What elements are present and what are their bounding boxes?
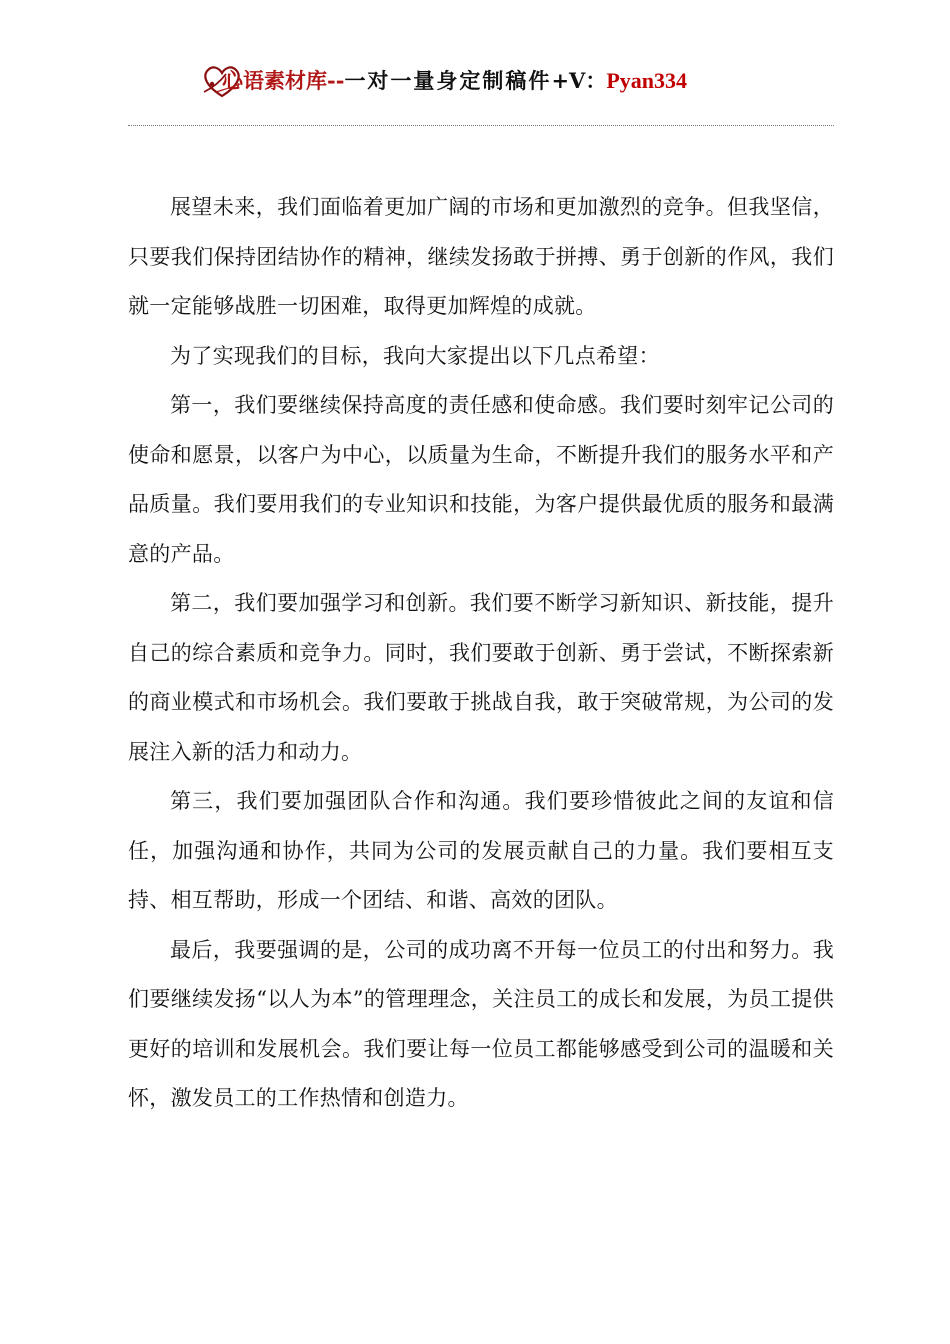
paragraph-third: 第三，我们要加强团队合作和沟通。我们要珍惜彼此之间的友谊和信任，加强沟通和协作，共同为公司的发展贡献自己的力量。我们要相互支持、相互帮助，形成一个团结、和谐、高效的团队。 xyxy=(128,789,834,912)
contact-handle: Pyan334 xyxy=(606,68,688,93)
document-body xyxy=(128,183,834,1124)
brand-name: 心语素材库 xyxy=(222,68,327,93)
contact-prefix: +V： xyxy=(551,68,607,93)
paragraph-second: 第二，我们要加强学习和创新。我们要不断学习新知识、新技能，提升自己的综合素质和竞争力。同时，我们要敢于创新、勇于尝试，不断探索新的商业模式和市场机会。我们要敢于挑战自我，敢于突破常规，为公司的发展注入新的活力和动力。 xyxy=(128,591,834,764)
paragraph-finally: 最后，我要强调的是，公司的成功离不开每一位员工的付出和努力。我们要继续发扬“以人为本”的管理理念，关注员工的成长和发展，为员工提供更好的培训和发展机会。我们要让每一位员工都能够感受到公司的温暖和关怀，激发员工的工作热情和创造力。 xyxy=(128,937,834,1110)
header-divider xyxy=(128,125,834,126)
paragraph-hopes-intro: 为了实现我们的目标，我向大家提出以下几点希望： xyxy=(170,343,660,368)
paragraph-outlook: 展望未来，我们面临着更加广阔的市场和更加激烈的竞争。但我坚信，只要我们保持团结协作的精神，继续发扬敢于拼搏、勇于创新的作风，我们就一定能够战胜一切困难，取得更加辉煌的成就。 xyxy=(128,195,834,318)
header-title xyxy=(222,66,687,96)
page-header xyxy=(0,56,950,106)
header-tagline: 一对一量身定制稿件 xyxy=(344,68,552,93)
header-separator: -- xyxy=(327,68,345,93)
paragraph-first: 第一，我们要继续保持高度的责任感和使命感。我们要时刻牢记公司的使命和愿景，以客户为中心，以质量为生命，不断提升我们的服务水平和产品质量。我们要用我们的专业知识和技能，为客户提供最优质的服务和最满意的产品。 xyxy=(128,393,834,566)
